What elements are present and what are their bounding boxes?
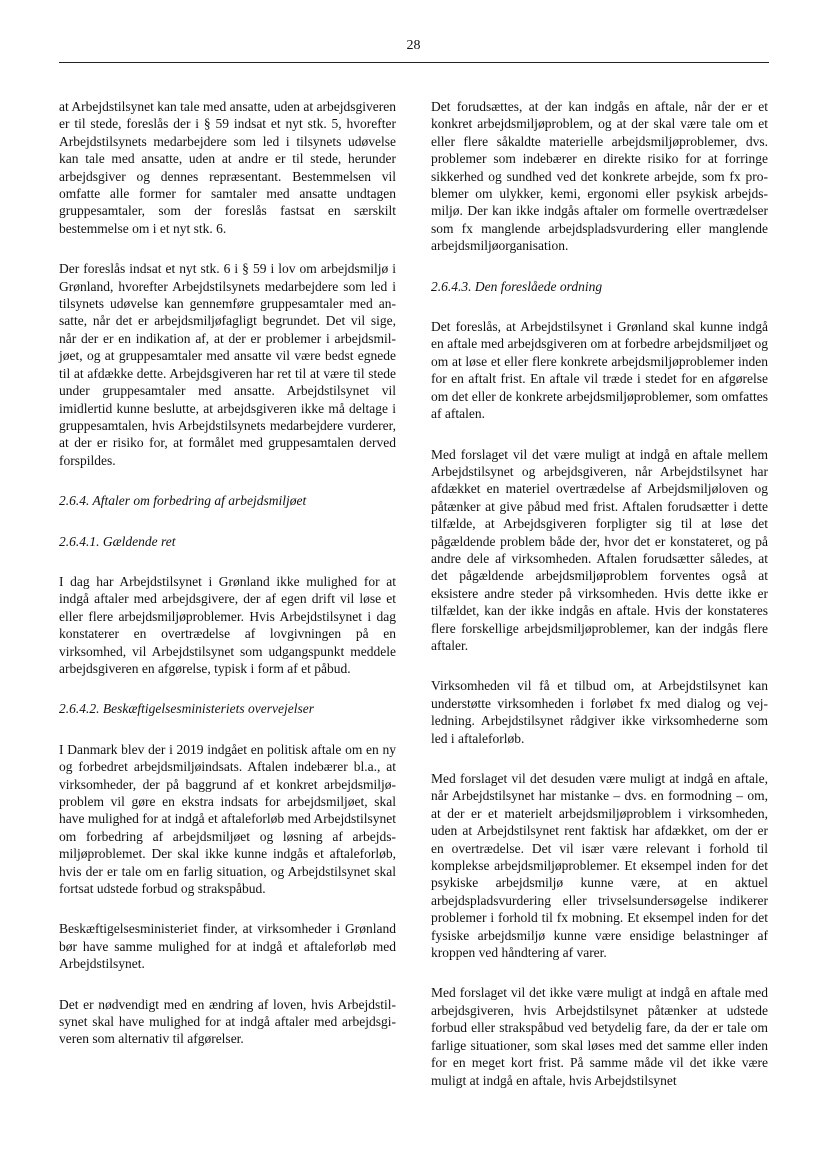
paragraph: I Danmark blev der i 2019 indgået en politisk aftale om en ny og forbedret arbejdsmiljøindsats. Aftalen indebærer bl.a., at virksomheder, der på baggrund af et konkret arbejdsmiljøproblem vil gøre en ekstra indsats for arbejdsmiljøet, skal have mulighed for at indgå et aftaleforløb med Arbejdstilsynet om forbedring af arbejdsmiljøet og løsning af arbejdsmiljøproblemet. Der skal ikke kunne indgås et aftaleforløb, hvis der er tale om en farlig situation, og Arbejdstilsynet skal fortsat udstede forbud og strakspåbud. [59, 741, 396, 897]
header-rule [59, 62, 769, 63]
subsection-heading: 2.6.4.3. Den foreslåede ordning [431, 278, 603, 294]
paragraph: I dag har Arbejdstilsynet i Grønland ikke mulighed for at indgå aftaler med arbejdsgivere, der af egen drift vil løse et eller flere arbejdsmiljøproblemer. Hvis Arbejdstilsynet i dag konstaterer en overtrædelse af lovgivningen på en virksomhed, vil Arbejdstilsynet som udgangspunkt meddele arbejdsgiveren en afgørelse, typisk i form af et påbud. [59, 573, 396, 676]
paragraph: Virksomheden vil få et tilbud om, at Arbejdstilsynet kan understøtte virksomheden i forløbet fx med dialog og vejledning. Arbejdstilsynet rådgiver ikke virksomhederne som led i aftaleforløb. [431, 678, 768, 746]
paragraph: Med forslaget vil det desuden være muligt at indgå en aftale, når Arbejdstilsynet har mistanke – dvs. en formodning – om, at der er et materielt arbejdsmiljøproblem i virksomheden, uden at Arbejdstilsynet rent faktisk har afdækket, om der er en overtrædelse. Det vil især være relevant i forhold til komplekse arbejdsmiljøproblemer. Et eksempel inden for det psykiske arbejdsmiljø kunne være, at en aktuel arbejdspladsvurdering eller trivselsundersøgelse indikerer problemer i forhold til fx mobning. Et eksempel inden for det fysiske arbejdsmiljø kunne være ensidige belastninger af kroppen ved håndtering af varer. [431, 771, 768, 961]
left-column [59, 98, 396, 1048]
right-column [431, 98, 768, 1089]
paragraph: Det er nødvendigt med en ændring af loven, hvis Arbejdstilsynet skal have mulighed for at indgå aftaler med arbejdsgiveren som alternativ til afgørelser. [59, 996, 396, 1047]
paragraph: Beskæftigelsesministeriet finder, at virksomheder i Grønland bør have samme mulighed for at indgå et aftaleforløb med Arbejdstilsynet. [59, 921, 396, 972]
paragraph: Med forslaget vil det ikke være muligt at indgå en aftale med arbejdsgiveren, hvis Arbejdstilsynet påtænker at udstede forbud eller strakspåbud ved betydelig fare, da der er tale om farlige situationer, som skal løses med det samme eller inden for en meget kort frist. På samme måde vil det ikke være muligt at indgå en aftale, hvis Arbejdstilsynet [431, 985, 768, 1088]
paragraph: Med forslaget vil det være muligt at indgå en aftale mellem Arbejdstilsynet og arbejdsgiveren, når Arbejdstilsynet har afdækket en materiel overtrædelse af Arbejdsmiljøloven og påtænker at give påbud med frist. Aftalen forudsætter i dette tilfælde, at Arbejdsgiveren forpligter sig til at løse det pågældende problem både der, hvor det er konstateret, og på andre dele af virksomheden. Aftalen forudsætter således, at det pågældende arbejdsmiljøproblem forventes også at eksistere andre steder på virksomheden. Hvis dette ikke er tilfældet, kan der ikke indgås en aftale. Hvis der konstateres flere forskellige arbejdsmiljøproblemer, kan der indgås flere aftaler. [431, 446, 768, 653]
paragraph: Det forudsættes, at der kan indgås en aftale, når der er et konkret arbejdsmiljøproblem, og at der skal være tale om et eller flere såkaldte materielle arbejdsmiljøproblemer, dvs. problemer som indebærer en direkte risiko for at forringe sikkerhed og sundhed ved det konkrete arbejde, som fx problemer om ulykker, kemi, ergonomi eller psykisk arbejdsmiljø. Der kan ikke indgås aftaler om formelle overtrædelser som fx manglende arbejdspladsvurdering eller manglende arbejdsmiljøorganisation. [431, 99, 768, 254]
paragraph: Der foreslås indsat et nyt stk. 6 i § 59 i lov om arbejdsmiljø i Grønland, hvorefter Arbejdstilsynets medarbejdere som led i tilsynets udøvelse kan gennemføre gruppesamtaler med ansatte, når det er arbejdsmiljøfagligt begrundet. Det vil sige, når der er en indikation af, at der er problemer i arbejdsmiljøet, og at gruppesamtaler med ansatte vil være bedst egnede til at afdække dette. Arbejdsgiveren har ret til at være til stede under gruppesamtaler med ansatte. Arbejdstilsynet vil imidlertid kunne beslutte, at arbejdsgiveren ikke må deltage i gruppesamtalen, hvis Arbejdstilsynets medarbejdere vurderer, at der er risiko for, at formålet med gruppesamtalen derved forspildes. [59, 261, 396, 468]
paragraph: at Arbejdstilsynet kan tale med ansatte, uden at arbejdsgiveren er til stede, foreslås der i § 59 indsat et nyt stk. 5, hvorefter Arbejdstilsynets medarbejdere som led i tilsynets udøvelse kan tale med ansatte, uden at andre er til stede, herunder arbejdsgiver og dennes repræsentant. Bestemmelsen vil omfatte alle former for samtaler med ansatte undtagen gruppesamtaler, som der foreslås fastsat en særskilt bestemmelse om i et nyt stk. 6. [59, 99, 397, 236]
section-heading: 2.6.4. Aftaler om forbedring af arbejdsmiljøet [59, 493, 307, 509]
subsection-heading: 2.6.4.1. Gældende ret [59, 533, 176, 549]
paragraph: Det foreslås, at Arbejdstilsynet i Grønland skal kunne indgå en aftale med arbejdsgiveren om at forbedre arbejdsmiljøet og om at løse et eller flere konkrete arbejdsmiljøproblemer inden for en aftalt frist. En aftale vil træde i stedet for en afgørelse om det eller de konkrete arbejdsmiljøproblemer, som omfattes af aftalen. [431, 319, 768, 422]
page-number: 28 [406, 38, 421, 53]
subsection-heading: 2.6.4.2. Beskæftigelsesministeriets overvejelser [59, 701, 314, 717]
